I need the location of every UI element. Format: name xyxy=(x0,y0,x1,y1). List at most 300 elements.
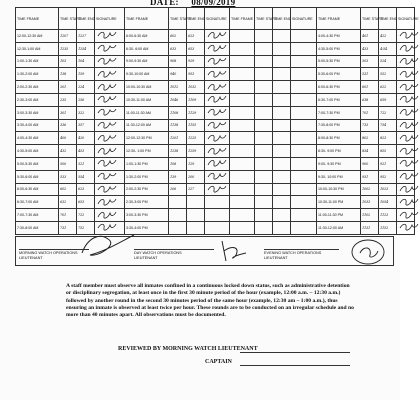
column-header: TIME START xyxy=(255,8,273,30)
time-end-cell: 855 xyxy=(379,145,397,158)
column-header: SIGNATURE xyxy=(291,8,317,30)
signature-cell xyxy=(397,68,415,81)
time-end-cell: 653 xyxy=(77,196,95,209)
time-start-cell: 400 xyxy=(59,132,77,145)
signature-cell xyxy=(205,196,230,209)
time-start-cell xyxy=(255,183,273,196)
table-row xyxy=(16,42,415,55)
time-start-cell: 401 xyxy=(361,30,379,43)
time-frame-cell: 2:30-3:00 AM xyxy=(16,93,59,106)
initials-scribble xyxy=(96,107,118,117)
time-end-cell: 227 xyxy=(187,183,205,196)
time-end-cell: 322 xyxy=(77,106,95,119)
initials-scribble xyxy=(96,210,118,220)
signature-cell xyxy=(291,209,317,222)
time-end-cell: 159 xyxy=(77,68,95,81)
table-row xyxy=(16,145,415,158)
initials-scribble xyxy=(206,184,228,194)
table-row xyxy=(16,183,415,196)
time-frame-cell xyxy=(230,93,255,106)
time-frame-cell: 3:30-4:00 AM xyxy=(16,119,59,132)
time-frame-cell: 4:30-5:00 PM xyxy=(317,42,361,55)
time-frame-cell: 9:30-10:00 AM xyxy=(125,68,169,81)
time-start-cell: 1201 xyxy=(169,132,187,145)
time-frame-cell xyxy=(230,81,255,94)
table-row xyxy=(16,30,415,43)
reviewed-by-label: REVIEWED BY MORNING WATCH LIEUTENANT xyxy=(118,346,258,352)
time-end-cell: 1254 xyxy=(77,42,95,55)
time-start-cell xyxy=(169,221,187,234)
time-end-cell xyxy=(273,170,291,183)
table-row xyxy=(16,106,415,119)
time-end-cell: 224 xyxy=(77,81,95,94)
time-end-cell xyxy=(273,132,291,145)
time-start-cell xyxy=(255,145,273,158)
time-frame-cell: 8:00-8:30 PM xyxy=(317,132,361,145)
signature-line xyxy=(134,249,214,250)
time-frame-cell: 9:00-9:30 AM xyxy=(125,55,169,68)
morning-watch-label: MORNING WATCH OPERATIONS LIEUTENANT xyxy=(19,251,78,260)
time-end-cell: 622 xyxy=(379,81,397,94)
rounds-table xyxy=(15,7,419,235)
signature-cell xyxy=(95,170,125,183)
time-start-cell: 908 xyxy=(169,55,187,68)
time-frame-cell: 10:00-10:30 AM xyxy=(125,81,169,94)
time-end-cell: 1109 xyxy=(187,93,205,106)
time-end-cell xyxy=(273,30,291,43)
initials-scribble xyxy=(398,171,420,181)
initials-scribble xyxy=(398,146,420,156)
time-end-cell xyxy=(273,209,291,222)
time-start-cell: 701 xyxy=(59,209,77,222)
time-frame-cell: 10:30-11:00 PM xyxy=(317,196,361,209)
initials-scribble xyxy=(96,43,118,53)
time-end-cell: 420 xyxy=(77,132,95,145)
signature-cell xyxy=(95,196,125,209)
signature-cell xyxy=(205,221,230,234)
time-frame-cell: 4:30-5:00 AM xyxy=(16,145,59,158)
time-start-cell: 1046 xyxy=(169,93,187,106)
time-end-cell xyxy=(273,119,291,132)
initials-scribble xyxy=(398,120,420,130)
time-end-cell xyxy=(187,196,205,209)
time-end-cell xyxy=(273,81,291,94)
initials-scribble xyxy=(206,158,228,168)
time-frame-cell: 12:30-1:00 AM xyxy=(16,42,59,55)
signature-cell xyxy=(205,145,230,158)
time-end-cell xyxy=(273,93,291,106)
time-start-cell: 1033 xyxy=(361,196,379,209)
time-start-cell: 638 xyxy=(361,93,379,106)
time-frame-cell: 6:00-6:30 AM xyxy=(125,30,169,43)
signature-cell xyxy=(397,30,415,43)
time-end-cell: 1129 xyxy=(187,106,205,119)
time-frame-cell xyxy=(230,68,255,81)
time-frame-cell xyxy=(230,157,255,170)
time-start-cell xyxy=(255,132,273,145)
signature-cell xyxy=(291,68,317,81)
time-start-cell: 503 xyxy=(361,55,379,68)
time-frame-cell: 6:30-7:00 AM xyxy=(16,196,59,209)
signature-cell xyxy=(291,42,317,55)
time-end-cell: 823 xyxy=(379,132,397,145)
time-end-cell: 1259 xyxy=(187,145,205,158)
time-frame-cell: 5:00-5:30 PM xyxy=(317,55,361,68)
time-start-cell: 1102 xyxy=(361,209,379,222)
signature-cell xyxy=(205,183,230,196)
captain-signature-line xyxy=(240,365,350,366)
initials-scribble xyxy=(398,69,420,79)
time-end-cell xyxy=(273,68,291,81)
signature-cell xyxy=(205,93,230,106)
table-row xyxy=(16,221,415,234)
time-end-cell xyxy=(273,106,291,119)
time-frame-cell: 1:30-2:00 AM xyxy=(16,68,59,81)
time-frame-cell: 9:00- 9:30 PM xyxy=(317,157,361,170)
time-start-cell: 632 xyxy=(59,196,77,209)
time-start-cell: 733 xyxy=(361,119,379,132)
time-end-cell xyxy=(273,183,291,196)
time-end-cell: 659 xyxy=(379,93,397,106)
time-end-cell: 552 xyxy=(379,68,397,81)
signature-cell xyxy=(291,81,317,94)
signature-cell xyxy=(205,132,230,145)
time-start-cell xyxy=(255,81,273,94)
initials-scribble xyxy=(398,82,420,92)
column-header: SIGNATURE xyxy=(95,8,125,30)
signature-cell xyxy=(291,221,317,234)
time-frame-cell: 6:30- 6:00 AM xyxy=(125,42,169,55)
time-start-cell: 602 xyxy=(59,183,77,196)
table-row xyxy=(16,119,415,132)
time-frame-cell: 2:30-3:00 PM xyxy=(125,196,169,209)
time-end-cell: 357 xyxy=(77,119,95,132)
morning-signature-scribble xyxy=(78,231,138,261)
column-header: TIME END xyxy=(187,8,205,30)
time-start-cell: 108 xyxy=(169,157,187,170)
time-frame-cell: 7:30-8:00 AM xyxy=(16,221,59,234)
time-frame-cell xyxy=(230,30,255,43)
signature-cell xyxy=(397,42,415,55)
signature-cell xyxy=(291,183,317,196)
time-frame-cell: 4:00-4:30 AM xyxy=(16,132,59,145)
time-end-cell: 521 xyxy=(77,157,95,170)
time-frame-cell xyxy=(230,55,255,68)
time-frame-cell: 3:00-3:30 AM xyxy=(16,106,59,119)
initials-scribble xyxy=(206,146,228,156)
time-frame-cell xyxy=(230,132,255,145)
lieutenant-signature-row xyxy=(15,236,394,266)
time-frame-cell xyxy=(230,221,255,234)
time-end-cell: 653 xyxy=(187,42,205,55)
signature-cell xyxy=(205,170,230,183)
initials-scribble xyxy=(96,184,118,194)
time-frame-cell: 9:30- 10:00 PM xyxy=(317,170,361,183)
time-frame-cell: 12:00-12:30 AM xyxy=(16,30,59,43)
signature-cell xyxy=(205,42,230,55)
time-start-cell: 336 xyxy=(59,119,77,132)
time-frame-cell: 3:00-3:30 PM xyxy=(125,209,169,222)
initials-scribble xyxy=(206,133,228,143)
signature-cell xyxy=(291,93,317,106)
time-start-cell: 301 xyxy=(59,106,77,119)
time-start-cell: 533 xyxy=(59,170,77,183)
signature-cell xyxy=(397,209,415,222)
signature-cell xyxy=(291,170,317,183)
initials-scribble xyxy=(96,82,118,92)
date-label: DATE: xyxy=(150,0,179,7)
signature-cell xyxy=(397,221,415,234)
time-frame-cell: 12:30- 1:00 PM xyxy=(125,145,169,158)
time-frame-cell xyxy=(230,145,255,158)
time-frame-cell: 6:00-6:30 PM xyxy=(317,81,361,94)
time-start-cell: 940 xyxy=(169,68,187,81)
time-start-cell: 1131 xyxy=(361,221,379,234)
column-header: TIME START xyxy=(59,8,77,30)
column-header: TIME END xyxy=(379,8,397,30)
initials-scribble xyxy=(398,30,420,40)
initials-scribble xyxy=(398,158,420,168)
signature-cell xyxy=(397,81,415,94)
initials-scribble xyxy=(96,69,118,79)
column-header: SIGNATURE xyxy=(205,8,230,30)
time-start-cell: 432 xyxy=(59,145,77,158)
initials-scribble xyxy=(206,107,228,117)
signature-cell xyxy=(95,183,125,196)
signature-cell xyxy=(397,170,415,183)
time-frame-cell: 1:00-1:30 PM xyxy=(125,157,169,170)
signature-cell xyxy=(291,55,317,68)
time-start-cell xyxy=(255,170,273,183)
time-end-cell: 953 xyxy=(187,68,205,81)
signature-cell xyxy=(291,119,317,132)
initials-scribble xyxy=(96,56,118,66)
time-start-cell: 834 xyxy=(361,145,379,158)
time-start-cell xyxy=(255,30,273,43)
time-start-cell xyxy=(255,68,273,81)
time-frame-cell: 5:30-6:00 PM xyxy=(317,68,361,81)
signature-cell xyxy=(397,183,415,196)
initials-scribble xyxy=(206,82,228,92)
time-end-cell xyxy=(273,55,291,68)
time-start-cell: 1235 xyxy=(59,42,77,55)
time-end-cell: 1032 xyxy=(187,81,205,94)
time-start-cell: 531 xyxy=(361,68,379,81)
initials-scribble xyxy=(206,56,228,66)
time-start-cell: 1238 xyxy=(169,145,187,158)
time-end-cell: 4:54 xyxy=(379,42,397,55)
initials-scribble xyxy=(398,107,420,117)
time-start-cell: 900 xyxy=(361,157,379,170)
time-start-cell xyxy=(255,42,273,55)
signature-cell xyxy=(397,196,415,209)
time-start-cell xyxy=(255,196,273,209)
time-end-cell: 921 xyxy=(379,157,397,170)
time-end-cell: 453 xyxy=(77,145,95,158)
initials-scribble xyxy=(96,133,118,143)
table-body xyxy=(16,30,415,235)
signature-cell xyxy=(205,209,230,222)
time-end-cell: 722 xyxy=(379,106,397,119)
time-end-cell xyxy=(273,42,291,55)
time-frame-cell: 5:30-6:00 AM xyxy=(16,170,59,183)
time-frame-cell: 11:30-12:00 AM xyxy=(317,221,361,234)
signature-cell xyxy=(205,81,230,94)
date-value: 08/09/2019 xyxy=(191,0,236,7)
column-header: TIME END xyxy=(77,8,95,30)
time-frame-cell: 2:00-2:30 PM xyxy=(125,183,169,196)
time-start-cell xyxy=(255,93,273,106)
time-frame-cell: 1:00-1:30 AM xyxy=(16,55,59,68)
time-end-cell: 104 xyxy=(77,55,95,68)
time-end-cell: 1155 xyxy=(187,119,205,132)
column-header: TIME FRAME xyxy=(317,8,361,30)
time-frame-cell xyxy=(230,209,255,222)
time-start-cell xyxy=(169,209,187,222)
signature-cell xyxy=(95,119,125,132)
signature-cell xyxy=(205,68,230,81)
initials-scribble xyxy=(206,94,228,104)
signature-cell xyxy=(205,119,230,132)
time-start-cell: 701 xyxy=(361,106,379,119)
time-end-cell: 929 xyxy=(187,55,205,68)
signature-cell xyxy=(291,145,317,158)
time-frame-cell: 6:00-6:30 AM xyxy=(16,183,59,196)
column-header: SIGNATURE xyxy=(397,8,415,30)
table-row xyxy=(16,157,415,170)
initials-scribble xyxy=(206,30,228,40)
time-end-cell: 623 xyxy=(77,183,95,196)
time-start-cell: 1002 xyxy=(361,183,379,196)
table-row xyxy=(16,81,415,94)
signature-cell xyxy=(205,30,230,43)
column-header: TIME START xyxy=(361,8,379,30)
time-frame-cell xyxy=(230,119,255,132)
initials-scribble xyxy=(398,133,420,143)
time-end-cell: 1023 xyxy=(379,183,397,196)
time-start-cell xyxy=(255,209,273,222)
initials-scribble xyxy=(206,120,228,130)
time-frame-cell xyxy=(230,196,255,209)
table-row xyxy=(16,209,415,222)
time-frame-cell: 11:00-11:30 AM xyxy=(125,106,169,119)
signature-cell xyxy=(397,145,415,158)
time-frame-cell: 6:30-7:00 PM xyxy=(317,93,361,106)
time-start-cell: 206 xyxy=(169,183,187,196)
time-end-cell: 129 xyxy=(187,157,205,170)
time-end-cell: 256 xyxy=(77,93,95,106)
signature-line xyxy=(264,249,339,250)
table-row xyxy=(16,170,415,183)
time-end-cell: 623 xyxy=(187,30,205,43)
initials-scribble xyxy=(398,197,420,207)
evening-watch-label: EVENING WATCH OPERATIONS LIEUTENANT xyxy=(264,251,322,260)
signature-cell xyxy=(291,157,317,170)
initials-scribble xyxy=(398,56,420,66)
day-signature-scribble xyxy=(216,237,256,265)
signature-cell xyxy=(95,145,125,158)
time-start-cell xyxy=(255,221,273,234)
column-header: TIME FRAME xyxy=(16,8,59,30)
time-start-cell xyxy=(255,55,273,68)
time-start-cell: 1108 xyxy=(169,106,187,119)
column-header: TIME FRAME xyxy=(125,8,169,30)
signature-cell xyxy=(397,93,415,106)
time-frame-cell: 2:00-2:30 AM xyxy=(16,81,59,94)
time-start-cell: 633 xyxy=(169,42,187,55)
time-end-cell: 1054 xyxy=(379,196,397,209)
table-row xyxy=(16,93,415,106)
signature-cell xyxy=(397,157,415,170)
time-end-cell xyxy=(273,221,291,234)
time-start-cell: 138 xyxy=(59,68,77,81)
signature-cell xyxy=(95,157,125,170)
time-end-cell: 722 xyxy=(77,209,95,222)
captain-label: CAPTAIN xyxy=(205,359,232,365)
date-header xyxy=(150,0,235,7)
time-start-cell xyxy=(255,106,273,119)
time-end-cell xyxy=(273,196,291,209)
time-start-cell: 235 xyxy=(59,93,77,106)
time-frame-cell: 3:30-4:00 PM xyxy=(125,221,169,234)
initials-scribble xyxy=(96,146,118,156)
time-start-cell: 433 xyxy=(361,42,379,55)
initials-scribble xyxy=(206,171,228,181)
day-watch-label: DAY WATCH OPERATIONS LIEUTENANT xyxy=(134,251,182,260)
signature-cell xyxy=(397,106,415,119)
column-header: TIME FRAME xyxy=(230,8,255,30)
signature-cell xyxy=(95,106,125,119)
time-frame-cell: 7:30-8:00 PM xyxy=(317,119,361,132)
signature-cell xyxy=(205,157,230,170)
time-start-cell: 602 xyxy=(169,30,187,43)
column-header: TIME END xyxy=(273,8,291,30)
signature-cell xyxy=(291,196,317,209)
initials-scribble xyxy=(398,43,420,53)
initials-scribble xyxy=(96,120,118,130)
initials-scribble xyxy=(96,94,118,104)
time-end-cell: 1152 xyxy=(379,221,397,234)
time-frame-cell: 1:30-2:00 PM xyxy=(125,170,169,183)
signature-cell xyxy=(291,30,317,43)
time-start-cell xyxy=(255,119,273,132)
signature-cell xyxy=(95,68,125,81)
time-frame-cell: 11:00-11:30 PM xyxy=(317,209,361,222)
signature-cell xyxy=(205,55,230,68)
signature-cell xyxy=(397,119,415,132)
signature-cell xyxy=(95,209,125,222)
time-end-cell xyxy=(187,221,205,234)
time-frame-cell: 7:00-7:30 PM xyxy=(317,106,361,119)
time-start-cell: 103 xyxy=(59,55,77,68)
initials-scribble xyxy=(398,210,420,220)
signature-cell xyxy=(95,81,125,94)
table-row xyxy=(16,55,415,68)
time-end-cell: 1225 xyxy=(187,132,205,145)
signature-cell xyxy=(397,132,415,145)
time-frame-cell: 7:00-7:30 AM xyxy=(16,209,59,222)
time-start-cell xyxy=(169,196,187,209)
initials-scribble xyxy=(398,184,420,194)
observation-policy-notice: A staff member must observe all inmates confined in a continuous locked down status, such as administrative detention or disciplinary segregation, at least once in the first 30 minute period of the hour (example, 12:00 a.m. – 12:30 a.m.) followed by another round in the second 30 minutes period of the same hour (example, 12:30 am – 1:00 a.m.), thus ensuring an inmate is observed at least twice per hour. These rounds are to be conducted on an irregular schedule and no more than 40 minutes apart. All observations must be documented. xyxy=(66,283,354,319)
time-end-cell: 524 xyxy=(379,55,397,68)
time-end-cell xyxy=(187,209,205,222)
time-frame-cell xyxy=(230,106,255,119)
time-start-cell: 1012 xyxy=(169,81,187,94)
time-end-cell xyxy=(273,145,291,158)
time-start-cell: 201 xyxy=(59,81,77,94)
signature-cell xyxy=(95,55,125,68)
